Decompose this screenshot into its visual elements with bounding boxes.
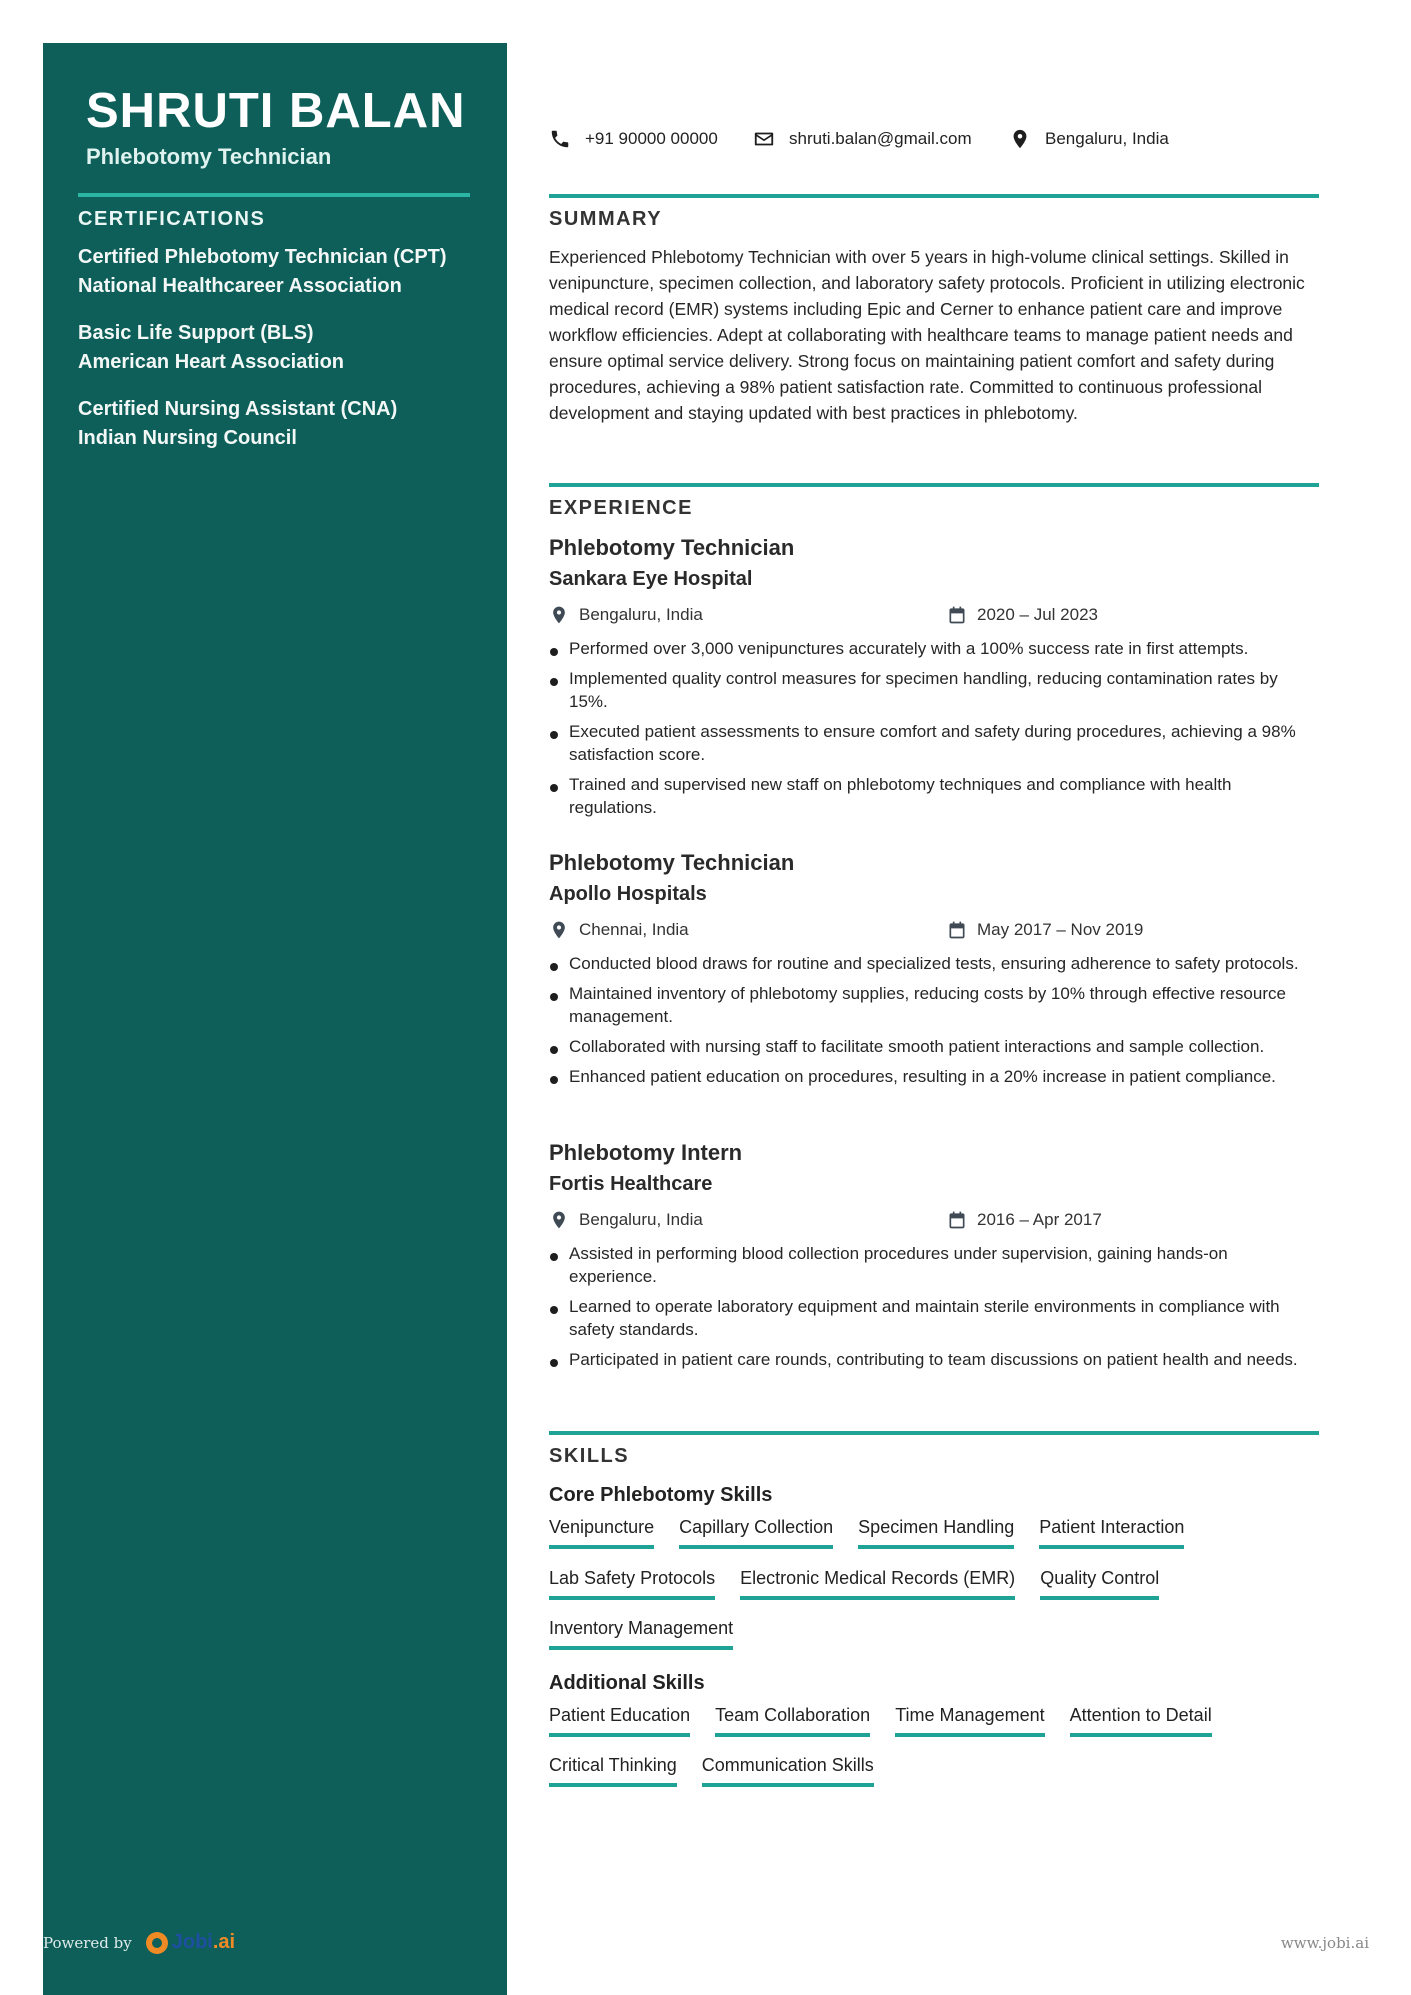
job-title: Phlebotomy Technician xyxy=(549,850,795,875)
job-company: Apollo Hospitals xyxy=(549,883,707,905)
job-location-text: Bengaluru, India xyxy=(579,1210,703,1229)
job-bullets xyxy=(549,952,1319,1095)
job-bullet: Performed over 3,000 venipunctures accurately with a 100% success rate in first attempts. xyxy=(549,637,1319,660)
powered-by xyxy=(43,1931,235,1954)
sidebar xyxy=(43,43,507,1995)
certification-issuer: American Heart Association xyxy=(78,351,345,373)
job-bullet: Assisted in performing blood collection procedures under supervision, gaining hands-on experience. xyxy=(549,1242,1319,1288)
location-pin-icon xyxy=(1009,128,1031,150)
job-company: Sankara Eye Hospital xyxy=(549,568,753,590)
certification-item xyxy=(78,319,478,377)
candidate-title: Phlebotomy Technician xyxy=(86,144,332,169)
skill-tag: Inventory Management xyxy=(549,1617,733,1650)
contact-email[interactable] xyxy=(753,128,972,150)
job-bullet: Trained and supervised new staff on phlebotomy techniques and compliance with health regulations. xyxy=(549,773,1319,819)
job-location-text: Chennai, India xyxy=(579,920,689,939)
certification-name: Basic Life Support (BLS) xyxy=(78,322,314,344)
experience-divider xyxy=(549,483,1319,487)
skill-tag: Capillary Collection xyxy=(679,1516,833,1549)
skill-group-title: Additional Skills xyxy=(549,1672,705,1694)
job-bullets xyxy=(549,1242,1319,1378)
calendar-icon xyxy=(947,1210,967,1230)
contact-location xyxy=(1009,128,1169,150)
certification-name: Certified Phlebotomy Technician (CPT) xyxy=(78,246,447,268)
phone-text: +91 90000 00000 xyxy=(585,129,718,148)
job-bullets xyxy=(549,637,1319,826)
job-bullet: Learned to operate laboratory equipment and maintain sterile environments in compliance with safety standards. xyxy=(549,1295,1319,1341)
job-meta xyxy=(549,1210,1319,1234)
skill-tag: Critical Thinking xyxy=(549,1754,677,1787)
job-company: Fortis Healthcare xyxy=(549,1173,713,1195)
skill-row xyxy=(549,1704,1212,1737)
calendar-icon xyxy=(947,920,967,940)
job-bullet: Collaborated with nursing staff to facilitate smooth patient interactions and sample collection. xyxy=(549,1035,1319,1058)
skill-group-title: Core Phlebotomy Skills xyxy=(549,1484,773,1506)
skill-tag: Venipuncture xyxy=(549,1516,654,1549)
certification-issuer: National Healthcareer Association xyxy=(78,275,402,297)
summary-text: Experienced Phlebotomy Technician with over 5 years in high-volume clinical settings. Skilled in venipuncture, specimen collection, and laboratory safety protocols. Proficient in utilizing electronic medical record (EMR) systems including Epic and Cerner to enhance patient care and improve workflow efficiencies. Adept at collaborating with healthcare teams to manage patient needs and ensure optimal service delivery. Strong focus on maintaining patient comfort and safety during procedures, achieving a 98% patient satisfaction rate. Committed to continuous professional development and staying updated with best practices in phlebotomy. xyxy=(549,247,1305,423)
email-text: shruti.balan@gmail.com xyxy=(789,129,972,148)
job-dates xyxy=(947,1210,1102,1230)
skill-tag: Specimen Handling xyxy=(858,1516,1014,1549)
skills-divider xyxy=(549,1431,1319,1435)
skills-heading: SKILLS xyxy=(549,1445,630,1467)
job-bullet: Enhanced patient education on procedures, resulting in a 20% increase in patient compliance. xyxy=(549,1065,1319,1088)
skill-row xyxy=(549,1617,733,1650)
location-text: Bengaluru, India xyxy=(1045,129,1169,148)
mail-icon xyxy=(753,128,775,150)
certification-item xyxy=(78,243,478,301)
job-bullet: Participated in patient care rounds, contributing to team discussions on patient health and needs. xyxy=(549,1348,1319,1371)
skill-tag: Attention to Detail xyxy=(1070,1704,1212,1737)
footer-site-link[interactable]: www.jobi.ai xyxy=(1280,1934,1369,1952)
certification-name: Certified Nursing Assistant (CNA) xyxy=(78,398,398,420)
summary-divider xyxy=(549,194,1319,198)
certification-item xyxy=(78,395,478,453)
sidebar-divider xyxy=(78,193,470,197)
skill-tag: Communication Skills xyxy=(702,1754,874,1787)
summary-heading: SUMMARY xyxy=(549,208,663,230)
job-location xyxy=(549,1210,703,1230)
job-location xyxy=(549,605,703,625)
powered-by-text: Powered by xyxy=(43,1933,132,1952)
experience-heading: EXPERIENCE xyxy=(549,497,693,519)
job-dates-text: 2020 – Jul 2023 xyxy=(977,605,1098,624)
location-pin-icon xyxy=(549,605,569,625)
logo-text-ai: .ai xyxy=(212,1931,236,1953)
calendar-icon xyxy=(947,605,967,625)
job-bullet: Executed patient assessments to ensure comfort and safety during procedures, achieving a 98% satisfaction score. xyxy=(549,720,1319,766)
skill-row xyxy=(549,1567,1159,1600)
job-dates xyxy=(947,605,1098,625)
candidate-name: SHRUTI BALAN xyxy=(86,84,466,138)
certification-issuer: Indian Nursing Council xyxy=(78,427,297,449)
skill-tag: Electronic Medical Records (EMR) xyxy=(740,1567,1015,1600)
job-bullet: Conducted blood draws for routine and specialized tests, ensuring adherence to safety protocols. xyxy=(549,952,1319,975)
job-meta xyxy=(549,920,1319,944)
job-location-text: Bengaluru, India xyxy=(579,605,703,624)
job-dates-text: May 2017 – Nov 2019 xyxy=(977,920,1144,939)
job-title: Phlebotomy Technician xyxy=(549,535,795,560)
job-location xyxy=(549,920,689,940)
contact-bar xyxy=(549,128,1319,158)
job-title: Phlebotomy Intern xyxy=(549,1140,743,1165)
skill-tag: Time Management xyxy=(895,1704,1044,1737)
skill-tag: Patient Interaction xyxy=(1039,1516,1184,1549)
skill-row xyxy=(549,1516,1184,1549)
job-meta xyxy=(549,605,1319,629)
phone-icon xyxy=(549,128,571,150)
certifications-heading: CERTIFICATIONS xyxy=(78,208,266,230)
job-bullet: Implemented quality control measures for specimen handling, reducing contamination rates by 15%. xyxy=(549,667,1319,713)
skill-tag: Quality Control xyxy=(1040,1567,1159,1600)
location-pin-icon xyxy=(549,920,569,940)
skill-tag: Team Collaboration xyxy=(715,1704,870,1737)
contact-phone[interactable] xyxy=(549,128,718,150)
location-pin-icon xyxy=(549,1210,569,1230)
job-bullet: Maintained inventory of phlebotomy supplies, reducing costs by 10% through effective resource management. xyxy=(549,982,1319,1028)
job-dates xyxy=(947,920,1143,940)
skill-row xyxy=(549,1754,874,1787)
skill-tag: Patient Education xyxy=(549,1704,690,1737)
logo-text-jobi: Jobi xyxy=(171,1931,213,1953)
skill-tag: Lab Safety Protocols xyxy=(549,1567,715,1600)
jobi-logo[interactable] xyxy=(146,1931,235,1954)
jobi-logo-icon xyxy=(146,1932,168,1954)
job-dates-text: 2016 – Apr 2017 xyxy=(977,1210,1102,1229)
certifications-list xyxy=(78,243,478,471)
